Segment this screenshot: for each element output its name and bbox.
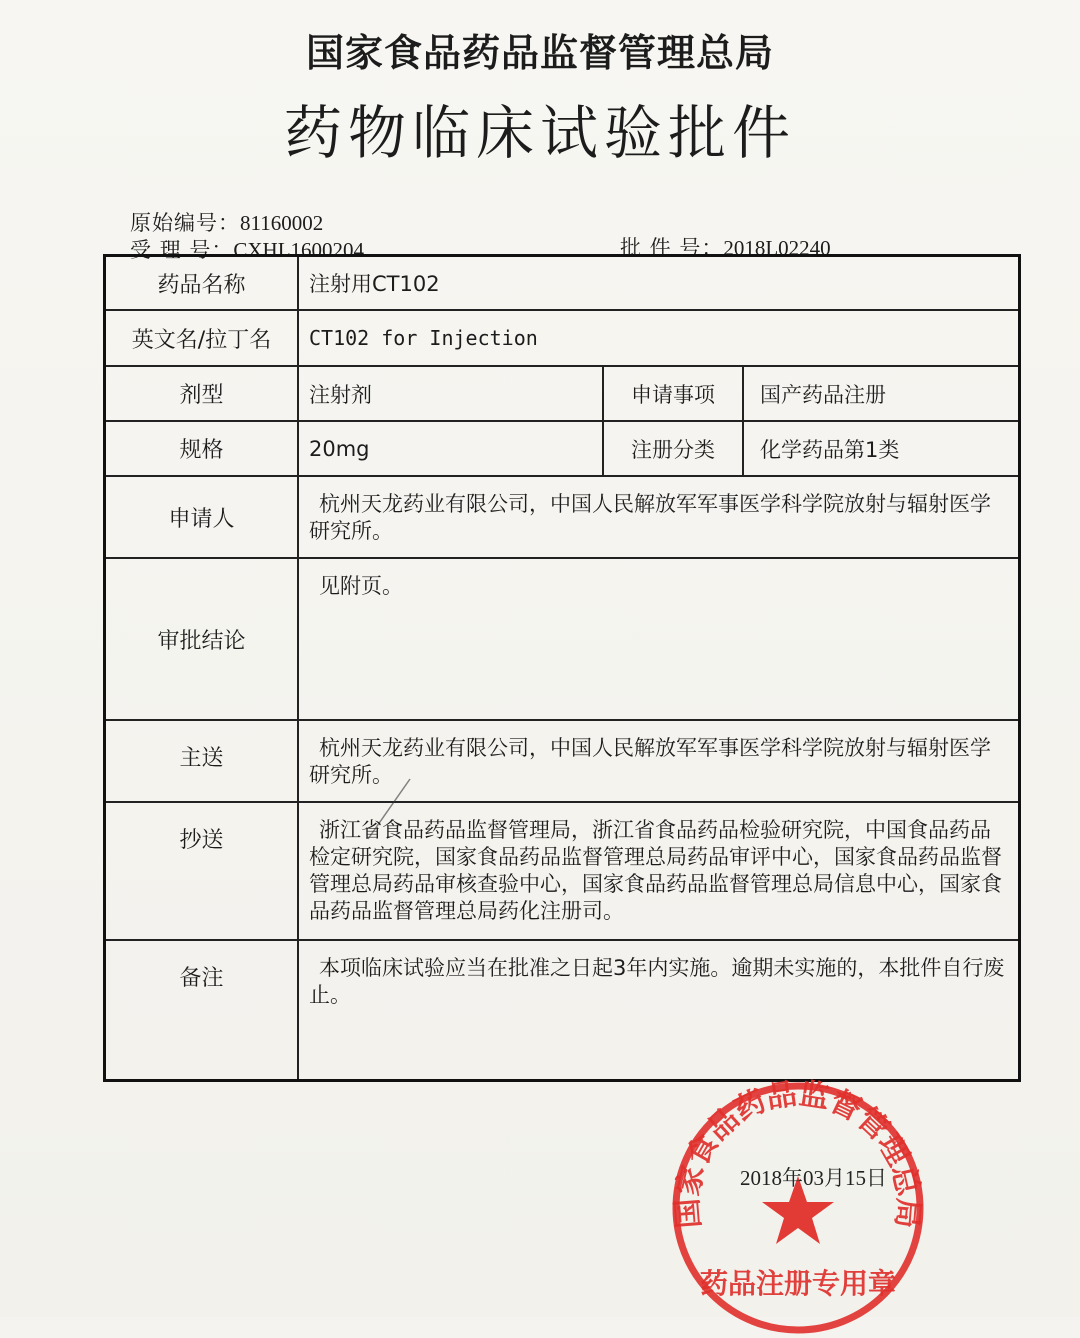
row-applicant: [106, 477, 1018, 559]
main-recipient-value: 杭州天龙药业有限公司，中国人民解放军军事医学科学院放射与辐射医学研究所。: [309, 736, 991, 787]
dosage-form-value: 注射剂: [299, 367, 604, 420]
application-item-label: 申请事项: [604, 367, 744, 420]
approval-number-label: 批 件 号：: [620, 236, 724, 260]
applicant-label: 申请人: [106, 477, 299, 557]
row-remarks: [106, 941, 1018, 1079]
specification-value: 20mg: [299, 422, 604, 475]
original-number-value: 81160002: [240, 211, 324, 235]
row-main-recipient: [106, 721, 1018, 803]
row-english-name: [106, 311, 1018, 367]
original-number: [130, 207, 323, 237]
cc-label: 抄送: [106, 803, 299, 939]
registration-class-value: 化学药品第1类: [760, 437, 900, 462]
conclusion-value: 见附页。: [319, 574, 403, 598]
remarks-label: 备注: [106, 941, 299, 1079]
approval-number-value: 2018L02240: [723, 236, 831, 260]
english-name-label: 英文名/拉丁名: [106, 311, 299, 365]
row-dosage-form: [106, 367, 1018, 422]
row-specification: [106, 422, 1018, 477]
acceptance-number-label: 受 理 号：: [130, 238, 234, 262]
english-name-value: CT102 for Injection: [309, 326, 538, 350]
seal-arc-text: 国家食品药品监督管理总局: [670, 1078, 926, 1230]
registration-class-label: 注册分类: [604, 422, 744, 475]
stamp-date: 2018年03月15日: [740, 1166, 887, 1190]
agency-title: 国家食品药品监督管理总局: [305, 31, 774, 75]
remarks-value: 本项临床试验应当在批准之日起3年内实施。逾期未实施的，本批件自行废止。: [309, 956, 1005, 1007]
seal-bottom-text: 药品注册专用章: [699, 1267, 897, 1300]
drug-name-value: 注射用CT102: [309, 272, 440, 296]
specification-label: 规格: [106, 422, 299, 475]
document-title: 药物临床试验批件: [283, 99, 796, 167]
conclusion-label: 审批结论: [106, 559, 299, 719]
pen-mark: [360, 775, 420, 845]
row-cc: [106, 803, 1018, 941]
applicant-value: 杭州天龙药业有限公司，中国人民解放军军事医学科学院放射与辐射医学研究所。: [309, 492, 991, 543]
acceptance-number-value: CXHL1600204: [233, 238, 365, 262]
row-drug-name: [106, 257, 1018, 311]
drug-name-label: 药品名称: [106, 257, 299, 309]
approval-form-table: [103, 254, 1021, 1082]
application-item-value: 国产药品注册: [760, 382, 886, 407]
original-number-label: 原始编号：: [130, 211, 240, 235]
main-recipient-label: 主送: [106, 721, 299, 801]
official-seal: [668, 1078, 928, 1338]
row-conclusion: [106, 559, 1018, 721]
cc-value: 浙江省食品药品监督管理局，浙江省食品药品检验研究院，中国食品药品检定研究院，国家食品药品监督管理总局药品审评中心，国家食品药品监督管理总局药品审核查验中心，国家食品药品监督管理总局信息中心，国家食品药品监督管理总局药化注册司。: [309, 818, 1002, 923]
dosage-form-label: 剂型: [106, 367, 299, 420]
